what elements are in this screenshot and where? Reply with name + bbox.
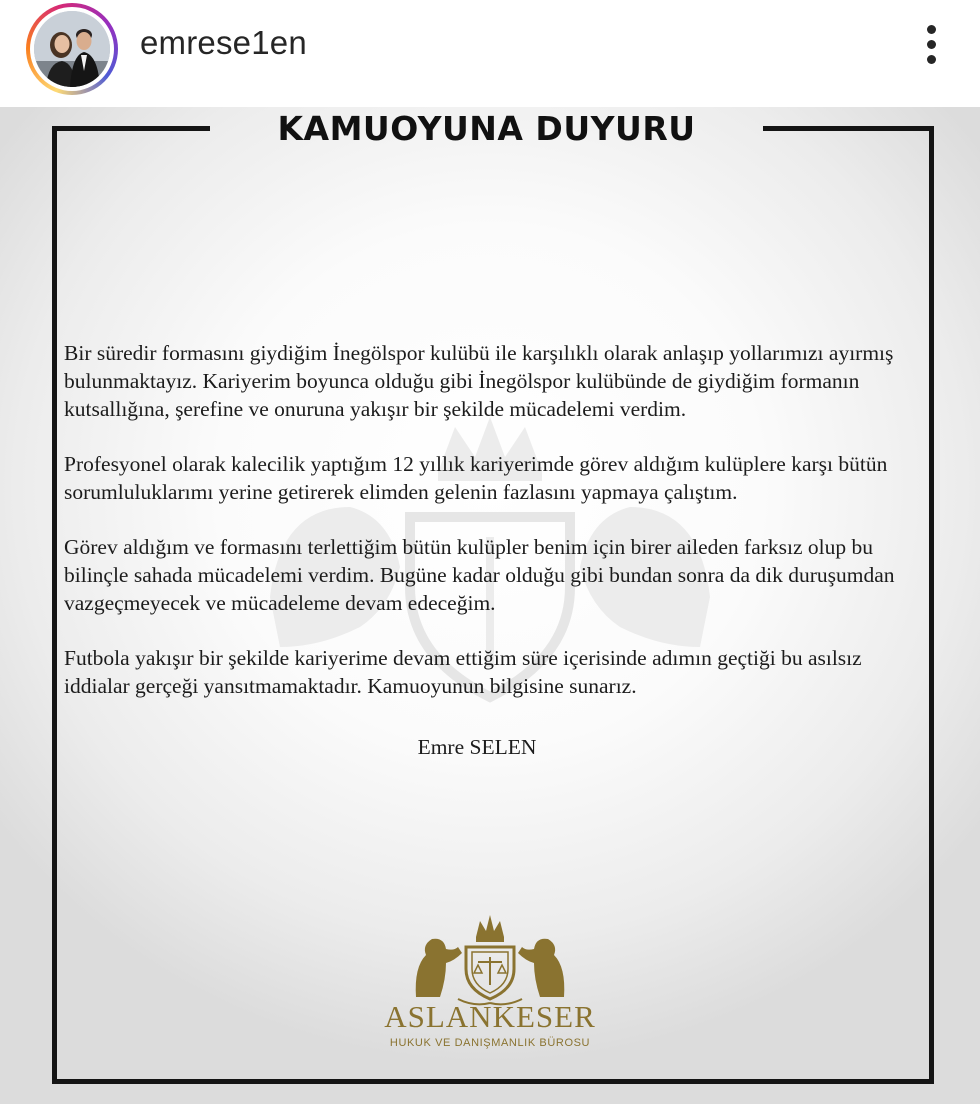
announcement-title: KAMUOYUNA DUYURU: [277, 109, 696, 148]
story-ring[interactable]: [26, 3, 118, 95]
username[interactable]: emrese1en: [140, 24, 307, 61]
post-header: [0, 0, 980, 107]
more-dot: [927, 55, 936, 64]
profile-photo-icon: [34, 11, 110, 87]
paragraph-4: Futbola yakışır bir şekilde kariyerime devam ettiğim süre içerisinde adımın geçtiği bu asılsız iddialar gerçeği yansıtmamaktadır. Kamuoyunun bilgisine sunarız.: [64, 646, 862, 698]
frame-top-right: [763, 126, 934, 131]
more-dot: [927, 40, 936, 49]
more-dot: [927, 25, 936, 34]
paragraph-2: Profesyonel olarak kalecilik yaptığım 12 yıllık kariyerimde görev aldığım kulüplere karşı bütün sorumluluklarımı yerine getirerek elimden gelenin fazlasını yapmaya çalıştım.: [64, 452, 888, 504]
avatar-gap: [30, 7, 114, 91]
more-vertical-icon[interactable]: [918, 22, 946, 68]
law-firm-emblem-icon: [396, 907, 584, 1007]
law-firm-subtitle: HUKUK VE DANIŞMANLIK BÜROSU: [389, 1037, 591, 1049]
post-image[interactable]: [0, 107, 980, 1104]
avatar[interactable]: [34, 11, 110, 87]
signature: Emre SELEN: [417, 735, 537, 759]
paragraph-1: Bir süredir formasını giydiğim İnegölspor kulübü ile karşılıklı olarak anlaşıp yollarımızı ayırmış bulunmaktayız. Kariyerim boyunca olduğu gibi İnegölspor kulübünde de giydiğim formanın kutsallığına, şerefine ve onuruna yakışır bir şekilde mücadelemi verdim.: [64, 341, 894, 421]
paragraph-3: Görev aldığım ve formasını terlettiğim bütün kulüpler benim için birer aileden farksız olup bu bilinçle sahada mücadelemi verdim. Bugüne kadar olduğu gibi bundan sonra da dik duruşumdan vazgeçmeyecek ve mücadeleme devam edeceğim.: [64, 535, 895, 615]
frame-top-left: [52, 126, 210, 131]
law-firm-name: ASLANKESER: [384, 999, 596, 1034]
announcement-body: [64, 339, 924, 727]
